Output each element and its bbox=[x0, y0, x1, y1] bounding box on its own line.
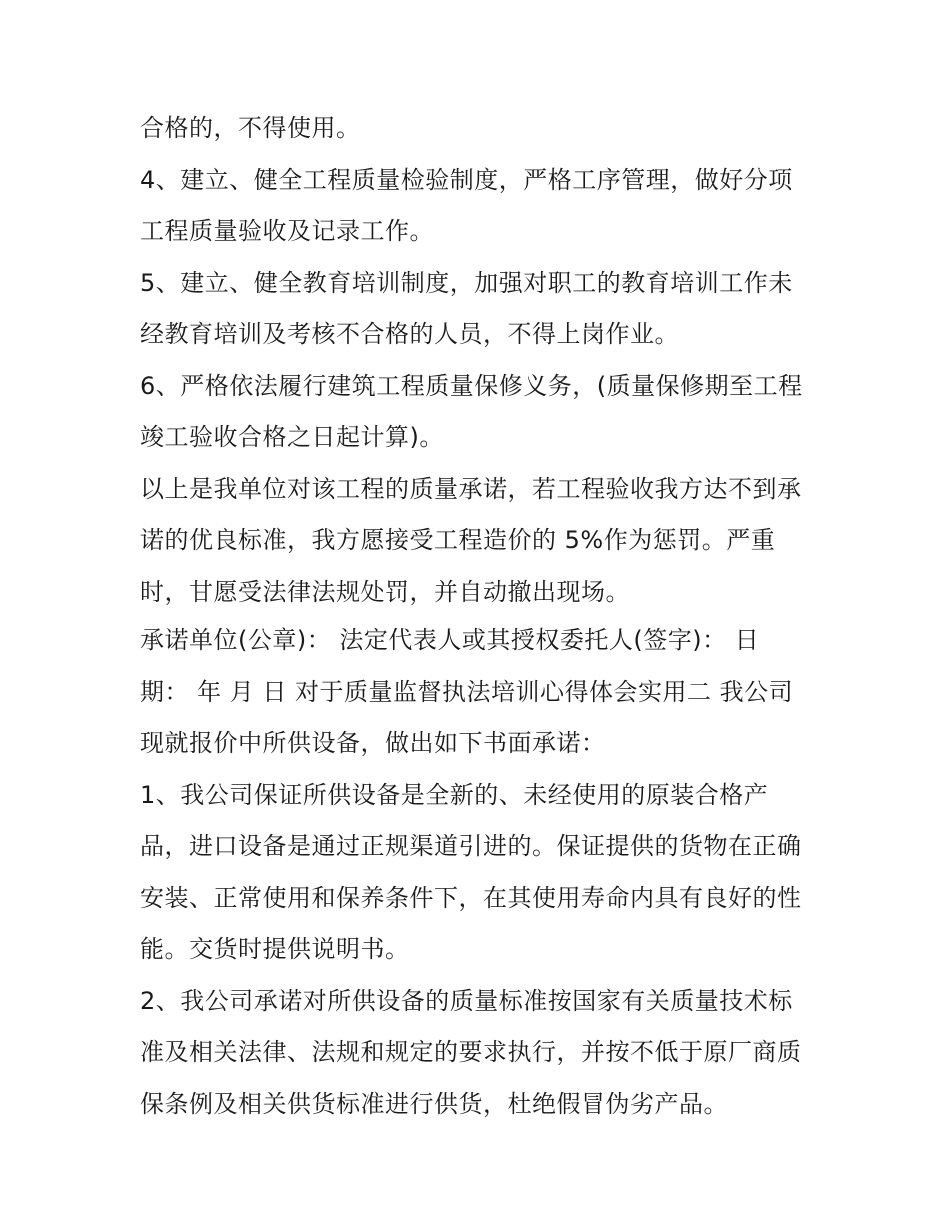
text-line: 经教育培训及考核不合格的人员，不得上岗作业。 bbox=[140, 320, 679, 348]
text-line: 准及相关法律、法规和规定的要求执行，并按不低于原厂商质 bbox=[140, 1038, 802, 1066]
text-line: 保条例及相关供货标准进行供货，杜绝假冒伪劣产品。 bbox=[140, 1090, 728, 1118]
text-line: 承诺单位(公章)： 法定代表人或其授权委托人(签字)： 日 bbox=[140, 626, 760, 654]
text-line: 2、我公司承诺对所供设备的质量标准按国家有关质量技术标 bbox=[140, 987, 793, 1015]
text-line: 1、我公司保证所供设备是全新的、未经使用的原装合格产 bbox=[140, 781, 769, 809]
text-line: 现就报价中所供设备，做出如下书面承诺： bbox=[140, 729, 606, 757]
text-line: 期： 年 月 日 对于质量监督执法培训心得体会实用二 我公司 bbox=[140, 678, 794, 706]
text-line: 以上是我单位对该工程的质量承诺，若工程验收我方达不到承 bbox=[140, 475, 802, 503]
text-line: 品，进口设备是通过正规渠道引进的。保证提供的货物在正确 bbox=[140, 832, 802, 860]
text-line: 6、严格依法履行建筑工程质量保修义务，(质量保修期至工程 bbox=[140, 372, 803, 400]
text-line: 合格的，不得使用。 bbox=[140, 114, 361, 142]
text-line: 诺的优良标准，我方愿接受工程造价的 5%作为惩罚。严重 bbox=[140, 526, 776, 554]
text-line: 竣工验收合格之日起计算)。 bbox=[140, 423, 444, 451]
text-line: 5、建立、健全教育培训制度，加强对职工的教育培训工作未 bbox=[140, 269, 793, 297]
text-line: 工程质量验收及记录工作。 bbox=[140, 217, 434, 245]
text-line: 4、建立、健全工程质量检验制度，严格工序管理，做好分项 bbox=[140, 166, 793, 194]
text-line: 能。交货时提供说明书。 bbox=[140, 935, 410, 963]
text-line: 时，甘愿受法律法规处罚，并自动撤出现场。 bbox=[140, 578, 630, 606]
text-line: 安装、正常使用和保养条件下，在其使用寿命内具有良好的性 bbox=[140, 884, 802, 912]
